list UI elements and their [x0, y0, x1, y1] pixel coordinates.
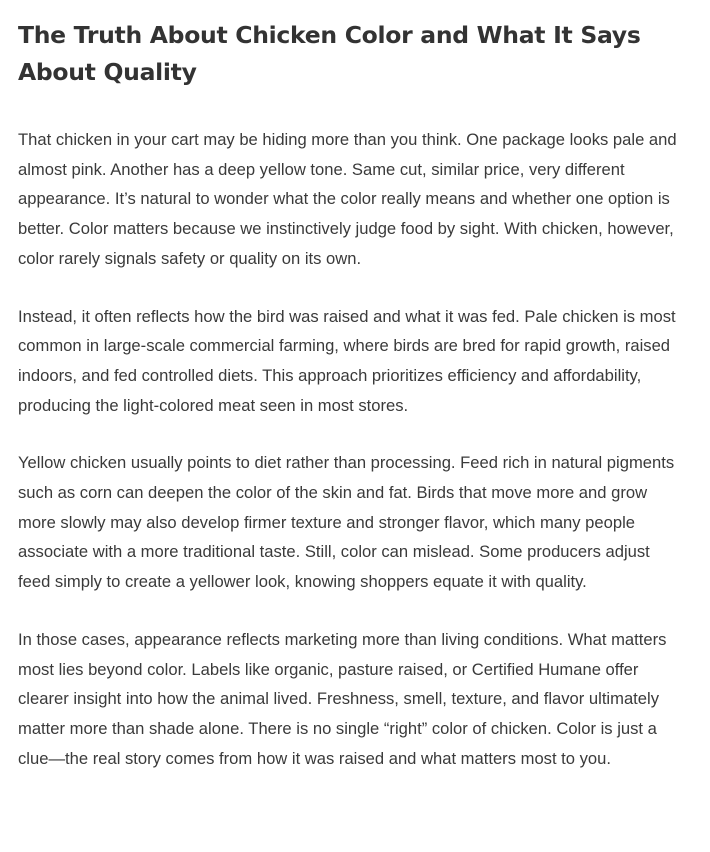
article	[18, 0, 698, 773]
article-title: The Truth About Chicken Color and What It Says About Quality	[18, 21, 641, 86]
article-paragraph-1: That chicken in your cart may be hiding more than you think. One package looks pale and almost pink. Another has a deep yellow tone. Same cut, similar price, very different appearance. It’s natural to wonder what the color really means and whether one option is better. Color matters because we instinctively judge food by sight. With chicken, however, color rarely signals safety or quality on its own.	[18, 130, 677, 268]
article-paragraph-4: In those cases, appearance reflects marketing more than living conditions. What matters most lies beyond color. Labels like organic, pasture raised, or Certified Humane offer clearer insight into how the animal lived. Freshness, smell, texture, and flavor ultimately matter more than shade alone. There is no single “right” color of chicken. Color is just a clue—the real story comes from how it was raised and what matters most to you.	[18, 629, 667, 768]
article-paragraph-3: Yellow chicken usually points to diet rather than processing. Feed rich in natural pigments such as corn can deepen the color of the skin and fat. Birds that move more and grow more slowly may also develop firmer texture and stronger flavor, which many people associate with a more traditional taste. Still, color can mislead. Some producers adjust feed simply to create a yellower look, knowing shoppers equate it with quality.	[18, 453, 675, 592]
article-paragraph-2: Instead, it often reflects how the bird was raised and what it was fed. Pale chicken is most common in large-scale commercial farming, where birds are bred for rapid growth, raised indoors, and fed controlled diets. This approach prioritizes efficiency and affordability, producing the light-colored meat seen in most stores.	[18, 306, 676, 415]
